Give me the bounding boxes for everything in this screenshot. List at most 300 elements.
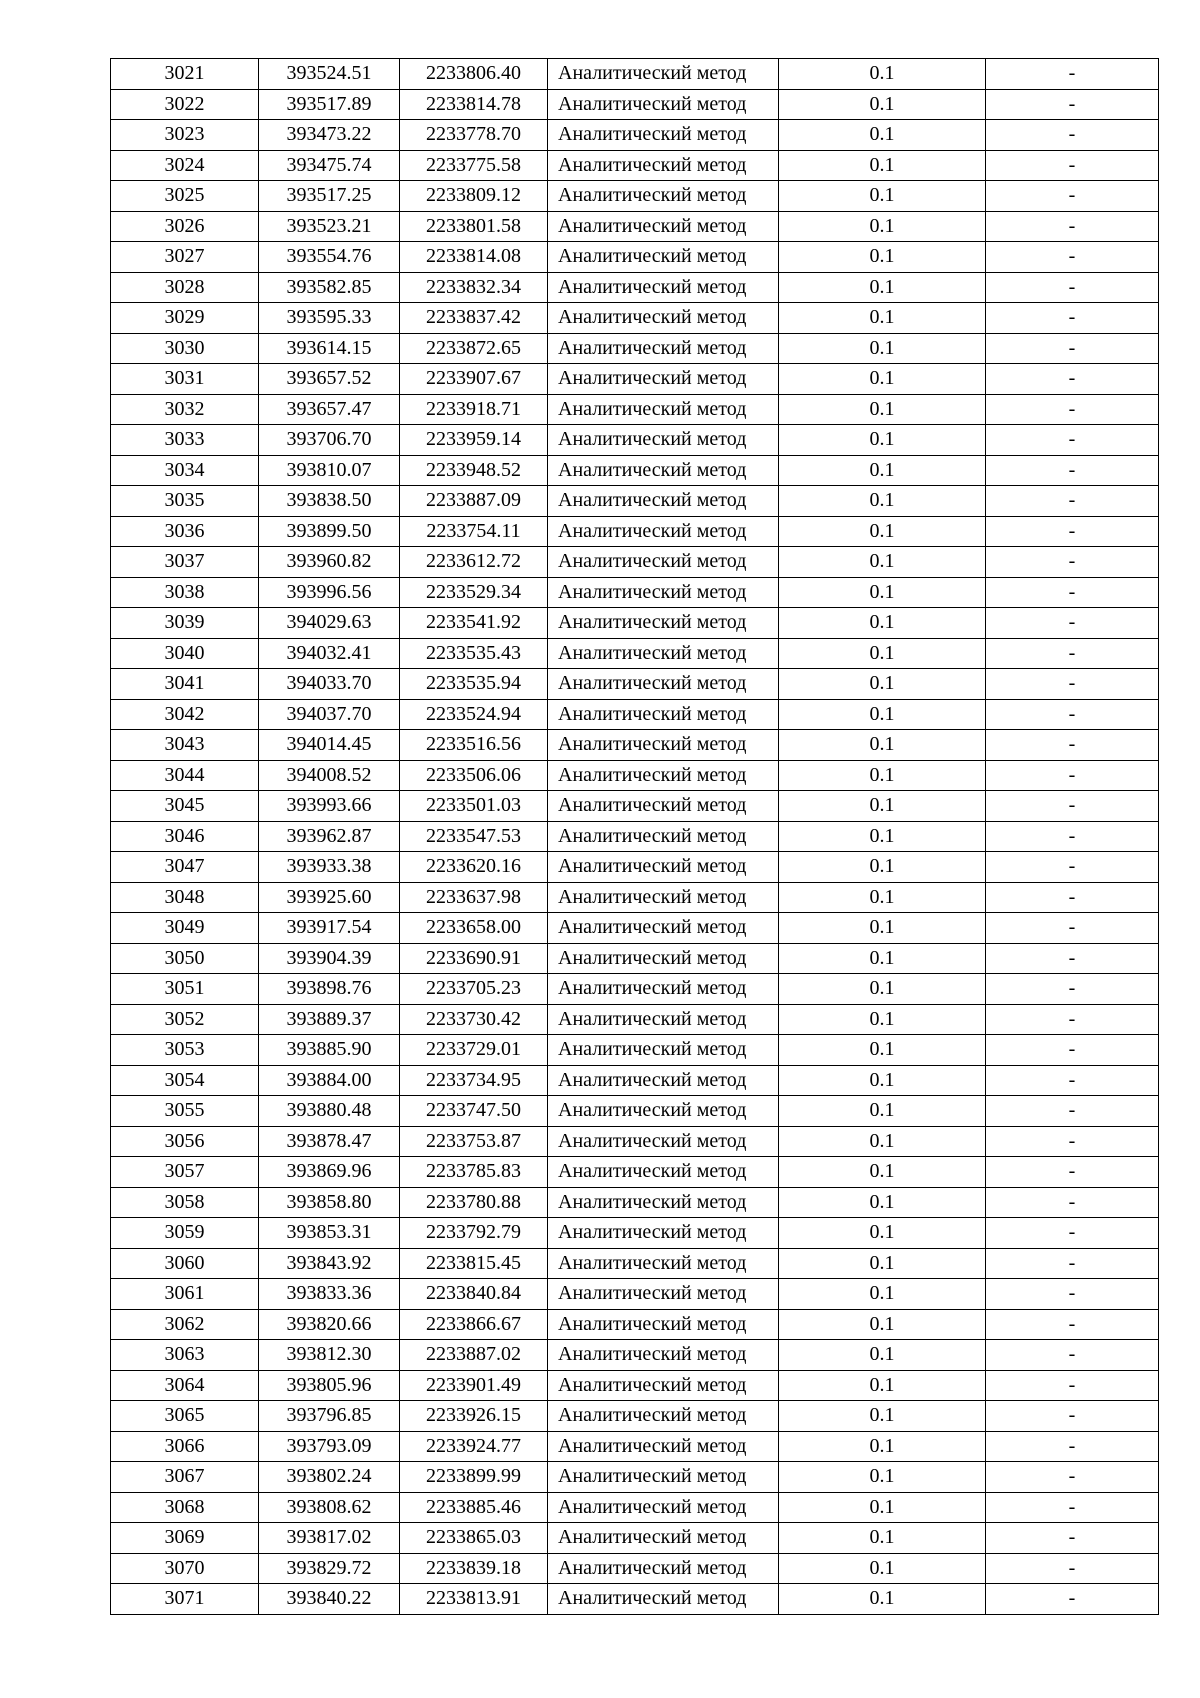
note-cell: -	[986, 913, 1159, 944]
accuracy-cell: 0.1	[779, 913, 986, 944]
y-coordinate-cell: 2233865.03	[400, 1523, 548, 1554]
x-coordinate-cell: 394032.41	[259, 638, 400, 669]
accuracy-cell: 0.1	[779, 1401, 986, 1432]
point-number-cell: 3043	[111, 730, 259, 761]
table-row	[111, 394, 1159, 425]
note-cell: -	[986, 364, 1159, 395]
note-cell: -	[986, 516, 1159, 547]
point-number-cell: 3060	[111, 1248, 259, 1279]
table-row	[111, 89, 1159, 120]
table-row	[111, 882, 1159, 913]
accuracy-cell: 0.1	[779, 120, 986, 151]
accuracy-cell: 0.1	[779, 1187, 986, 1218]
point-number-cell: 3031	[111, 364, 259, 395]
y-coordinate-cell: 2233839.18	[400, 1553, 548, 1584]
point-number-cell: 3063	[111, 1340, 259, 1371]
y-coordinate-cell: 2233785.83	[400, 1157, 548, 1188]
point-number-cell: 3049	[111, 913, 259, 944]
x-coordinate-cell: 393889.37	[259, 1004, 400, 1035]
y-coordinate-cell: 2233948.52	[400, 455, 548, 486]
point-number-cell: 3029	[111, 303, 259, 334]
y-coordinate-cell: 2233705.23	[400, 974, 548, 1005]
method-cell: Аналитический метод	[548, 1096, 779, 1127]
note-cell: -	[986, 1340, 1159, 1371]
y-coordinate-cell: 2233778.70	[400, 120, 548, 151]
accuracy-cell: 0.1	[779, 364, 986, 395]
point-number-cell: 3030	[111, 333, 259, 364]
accuracy-cell: 0.1	[779, 608, 986, 639]
accuracy-cell: 0.1	[779, 1248, 986, 1279]
accuracy-cell: 0.1	[779, 89, 986, 120]
method-cell: Аналитический метод	[548, 1492, 779, 1523]
method-cell: Аналитический метод	[548, 1523, 779, 1554]
method-cell: Аналитический метод	[548, 1157, 779, 1188]
table-row	[111, 1187, 1159, 1218]
table-row	[111, 1462, 1159, 1493]
x-coordinate-cell: 393517.25	[259, 181, 400, 212]
point-number-cell: 3053	[111, 1035, 259, 1066]
point-number-cell: 3054	[111, 1065, 259, 1096]
table-row	[111, 1553, 1159, 1584]
x-coordinate-cell: 393993.66	[259, 791, 400, 822]
point-number-cell: 3021	[111, 59, 259, 90]
point-number-cell: 3023	[111, 120, 259, 151]
x-coordinate-cell: 393996.56	[259, 577, 400, 608]
point-number-cell: 3045	[111, 791, 259, 822]
table-row	[111, 638, 1159, 669]
table-row	[111, 760, 1159, 791]
note-cell: -	[986, 1401, 1159, 1432]
point-number-cell: 3044	[111, 760, 259, 791]
y-coordinate-cell: 2233801.58	[400, 211, 548, 242]
point-number-cell: 3040	[111, 638, 259, 669]
x-coordinate-cell: 393793.09	[259, 1431, 400, 1462]
x-coordinate-cell: 394008.52	[259, 760, 400, 791]
note-cell: -	[986, 333, 1159, 364]
x-coordinate-cell: 393473.22	[259, 120, 400, 151]
point-number-cell: 3037	[111, 547, 259, 578]
point-number-cell: 3027	[111, 242, 259, 273]
accuracy-cell: 0.1	[779, 882, 986, 913]
x-coordinate-cell: 393833.36	[259, 1279, 400, 1310]
y-coordinate-cell: 2233747.50	[400, 1096, 548, 1127]
note-cell: -	[986, 1553, 1159, 1584]
accuracy-cell: 0.1	[779, 303, 986, 334]
point-number-cell: 3026	[111, 211, 259, 242]
y-coordinate-cell: 2233780.88	[400, 1187, 548, 1218]
y-coordinate-cell: 2233535.43	[400, 638, 548, 669]
point-number-cell: 3051	[111, 974, 259, 1005]
point-number-cell: 3035	[111, 486, 259, 517]
note-cell: -	[986, 638, 1159, 669]
x-coordinate-cell: 393840.22	[259, 1584, 400, 1615]
x-coordinate-cell: 393884.00	[259, 1065, 400, 1096]
accuracy-cell: 0.1	[779, 1553, 986, 1584]
note-cell: -	[986, 1004, 1159, 1035]
note-cell: -	[986, 272, 1159, 303]
table-row	[111, 303, 1159, 334]
point-number-cell: 3047	[111, 852, 259, 883]
y-coordinate-cell: 2233612.72	[400, 547, 548, 578]
y-coordinate-cell: 2233506.06	[400, 760, 548, 791]
table-row	[111, 1431, 1159, 1462]
x-coordinate-cell: 393820.66	[259, 1309, 400, 1340]
note-cell: -	[986, 211, 1159, 242]
point-number-cell: 3036	[111, 516, 259, 547]
point-number-cell: 3068	[111, 1492, 259, 1523]
method-cell: Аналитический метод	[548, 272, 779, 303]
point-number-cell: 3022	[111, 89, 259, 120]
table-row	[111, 1279, 1159, 1310]
note-cell: -	[986, 882, 1159, 913]
x-coordinate-cell: 393858.80	[259, 1187, 400, 1218]
note-cell: -	[986, 1096, 1159, 1127]
method-cell: Аналитический метод	[548, 821, 779, 852]
method-cell: Аналитический метод	[548, 181, 779, 212]
x-coordinate-cell: 393817.02	[259, 1523, 400, 1554]
y-coordinate-cell: 2233872.65	[400, 333, 548, 364]
x-coordinate-cell: 393475.74	[259, 150, 400, 181]
method-cell: Аналитический метод	[548, 852, 779, 883]
accuracy-cell: 0.1	[779, 699, 986, 730]
point-number-cell: 3057	[111, 1157, 259, 1188]
y-coordinate-cell: 2233620.16	[400, 852, 548, 883]
point-number-cell: 3028	[111, 272, 259, 303]
x-coordinate-cell: 393595.33	[259, 303, 400, 334]
y-coordinate-cell: 2233730.42	[400, 1004, 548, 1035]
x-coordinate-cell: 393898.76	[259, 974, 400, 1005]
point-number-cell: 3069	[111, 1523, 259, 1554]
method-cell: Аналитический метод	[548, 547, 779, 578]
x-coordinate-cell: 393812.30	[259, 1340, 400, 1371]
y-coordinate-cell: 2233887.02	[400, 1340, 548, 1371]
accuracy-cell: 0.1	[779, 516, 986, 547]
method-cell: Аналитический метод	[548, 89, 779, 120]
method-cell: Аналитический метод	[548, 608, 779, 639]
point-number-cell: 3058	[111, 1187, 259, 1218]
table-row	[111, 852, 1159, 883]
y-coordinate-cell: 2233729.01	[400, 1035, 548, 1066]
x-coordinate-cell: 393869.96	[259, 1157, 400, 1188]
table-row	[111, 59, 1159, 90]
x-coordinate-cell: 393960.82	[259, 547, 400, 578]
note-cell: -	[986, 1279, 1159, 1310]
table-row	[111, 1584, 1159, 1615]
method-cell: Аналитический метод	[548, 730, 779, 761]
accuracy-cell: 0.1	[779, 1584, 986, 1615]
table-row	[111, 821, 1159, 852]
table-row	[111, 547, 1159, 578]
y-coordinate-cell: 2233907.67	[400, 364, 548, 395]
note-cell: -	[986, 669, 1159, 700]
note-cell: -	[986, 150, 1159, 181]
method-cell: Аналитический метод	[548, 1218, 779, 1249]
method-cell: Аналитический метод	[548, 211, 779, 242]
note-cell: -	[986, 394, 1159, 425]
table-row	[111, 669, 1159, 700]
accuracy-cell: 0.1	[779, 1157, 986, 1188]
table-row	[111, 1218, 1159, 1249]
y-coordinate-cell: 2233809.12	[400, 181, 548, 212]
note-cell: -	[986, 1370, 1159, 1401]
table-row	[111, 181, 1159, 212]
method-cell: Аналитический метод	[548, 1553, 779, 1584]
note-cell: -	[986, 1035, 1159, 1066]
point-number-cell: 3059	[111, 1218, 259, 1249]
y-coordinate-cell: 2233840.84	[400, 1279, 548, 1310]
method-cell: Аналитический метод	[548, 1004, 779, 1035]
coordinates-table-body	[111, 59, 1159, 1615]
method-cell: Аналитический метод	[548, 577, 779, 608]
accuracy-cell: 0.1	[779, 974, 986, 1005]
method-cell: Аналитический метод	[548, 1035, 779, 1066]
note-cell: -	[986, 1584, 1159, 1615]
y-coordinate-cell: 2233813.91	[400, 1584, 548, 1615]
table-row	[111, 150, 1159, 181]
accuracy-cell: 0.1	[779, 394, 986, 425]
accuracy-cell: 0.1	[779, 59, 986, 90]
table-row	[111, 425, 1159, 456]
accuracy-cell: 0.1	[779, 791, 986, 822]
note-cell: -	[986, 486, 1159, 517]
y-coordinate-cell: 2233547.53	[400, 821, 548, 852]
x-coordinate-cell: 393917.54	[259, 913, 400, 944]
y-coordinate-cell: 2233690.91	[400, 943, 548, 974]
note-cell: -	[986, 1126, 1159, 1157]
accuracy-cell: 0.1	[779, 1218, 986, 1249]
table-row	[111, 272, 1159, 303]
accuracy-cell: 0.1	[779, 1523, 986, 1554]
table-row	[111, 1309, 1159, 1340]
table-row	[111, 974, 1159, 1005]
point-number-cell: 3041	[111, 669, 259, 700]
note-cell: -	[986, 89, 1159, 120]
coordinates-table	[110, 58, 1159, 1615]
note-cell: -	[986, 974, 1159, 1005]
y-coordinate-cell: 2233815.45	[400, 1248, 548, 1279]
y-coordinate-cell: 2233792.79	[400, 1218, 548, 1249]
y-coordinate-cell: 2233501.03	[400, 791, 548, 822]
y-coordinate-cell: 2233924.77	[400, 1431, 548, 1462]
x-coordinate-cell: 393657.52	[259, 364, 400, 395]
accuracy-cell: 0.1	[779, 669, 986, 700]
x-coordinate-cell: 393853.31	[259, 1218, 400, 1249]
accuracy-cell: 0.1	[779, 943, 986, 974]
table-row	[111, 913, 1159, 944]
x-coordinate-cell: 394037.70	[259, 699, 400, 730]
note-cell: -	[986, 1431, 1159, 1462]
table-row	[111, 1035, 1159, 1066]
note-cell: -	[986, 1157, 1159, 1188]
note-cell: -	[986, 608, 1159, 639]
y-coordinate-cell: 2233806.40	[400, 59, 548, 90]
note-cell: -	[986, 1309, 1159, 1340]
x-coordinate-cell: 393657.47	[259, 394, 400, 425]
accuracy-cell: 0.1	[779, 455, 986, 486]
x-coordinate-cell: 393796.85	[259, 1401, 400, 1432]
y-coordinate-cell: 2233753.87	[400, 1126, 548, 1157]
accuracy-cell: 0.1	[779, 1431, 986, 1462]
point-number-cell: 3064	[111, 1370, 259, 1401]
accuracy-cell: 0.1	[779, 577, 986, 608]
point-number-cell: 3052	[111, 1004, 259, 1035]
table-row	[111, 1523, 1159, 1554]
x-coordinate-cell: 393885.90	[259, 1035, 400, 1066]
note-cell: -	[986, 1187, 1159, 1218]
note-cell: -	[986, 303, 1159, 334]
method-cell: Аналитический метод	[548, 1431, 779, 1462]
point-number-cell: 3039	[111, 608, 259, 639]
accuracy-cell: 0.1	[779, 425, 986, 456]
accuracy-cell: 0.1	[779, 1035, 986, 1066]
note-cell: -	[986, 821, 1159, 852]
method-cell: Аналитический метод	[548, 760, 779, 791]
method-cell: Аналитический метод	[548, 303, 779, 334]
note-cell: -	[986, 1218, 1159, 1249]
method-cell: Аналитический метод	[548, 699, 779, 730]
y-coordinate-cell: 2233535.94	[400, 669, 548, 700]
table-row	[111, 211, 1159, 242]
accuracy-cell: 0.1	[779, 181, 986, 212]
note-cell: -	[986, 791, 1159, 822]
method-cell: Аналитический метод	[548, 1370, 779, 1401]
method-cell: Аналитический метод	[548, 1248, 779, 1279]
note-cell: -	[986, 1462, 1159, 1493]
accuracy-cell: 0.1	[779, 333, 986, 364]
x-coordinate-cell: 393962.87	[259, 821, 400, 852]
method-cell: Аналитический метод	[548, 120, 779, 151]
accuracy-cell: 0.1	[779, 150, 986, 181]
y-coordinate-cell: 2233887.09	[400, 486, 548, 517]
note-cell: -	[986, 455, 1159, 486]
point-number-cell: 3066	[111, 1431, 259, 1462]
accuracy-cell: 0.1	[779, 211, 986, 242]
method-cell: Аналитический метод	[548, 913, 779, 944]
table-row	[111, 455, 1159, 486]
method-cell: Аналитический метод	[548, 394, 779, 425]
y-coordinate-cell: 2233832.34	[400, 272, 548, 303]
point-number-cell: 3055	[111, 1096, 259, 1127]
table-row	[111, 1370, 1159, 1401]
x-coordinate-cell: 393802.24	[259, 1462, 400, 1493]
accuracy-cell: 0.1	[779, 1065, 986, 1096]
method-cell: Аналитический метод	[548, 1462, 779, 1493]
point-number-cell: 3042	[111, 699, 259, 730]
table-row	[111, 333, 1159, 364]
y-coordinate-cell: 2233959.14	[400, 425, 548, 456]
table-row	[111, 699, 1159, 730]
note-cell: -	[986, 181, 1159, 212]
x-coordinate-cell: 393614.15	[259, 333, 400, 364]
x-coordinate-cell: 393554.76	[259, 242, 400, 273]
x-coordinate-cell: 393582.85	[259, 272, 400, 303]
method-cell: Аналитический метод	[548, 1279, 779, 1310]
note-cell: -	[986, 120, 1159, 151]
method-cell: Аналитический метод	[548, 943, 779, 974]
point-number-cell: 3070	[111, 1553, 259, 1584]
accuracy-cell: 0.1	[779, 1340, 986, 1371]
x-coordinate-cell: 393524.51	[259, 59, 400, 90]
method-cell: Аналитический метод	[548, 1065, 779, 1096]
accuracy-cell: 0.1	[779, 1126, 986, 1157]
accuracy-cell: 0.1	[779, 1096, 986, 1127]
method-cell: Аналитический метод	[548, 150, 779, 181]
y-coordinate-cell: 2233529.34	[400, 577, 548, 608]
note-cell: -	[986, 943, 1159, 974]
note-cell: -	[986, 1065, 1159, 1096]
table-row	[111, 1004, 1159, 1035]
x-coordinate-cell: 394029.63	[259, 608, 400, 639]
x-coordinate-cell: 393880.48	[259, 1096, 400, 1127]
table-row	[111, 943, 1159, 974]
x-coordinate-cell: 393843.92	[259, 1248, 400, 1279]
table-row	[111, 1248, 1159, 1279]
note-cell: -	[986, 242, 1159, 273]
x-coordinate-cell: 393933.38	[259, 852, 400, 883]
table-row	[111, 516, 1159, 547]
accuracy-cell: 0.1	[779, 1462, 986, 1493]
point-number-cell: 3034	[111, 455, 259, 486]
table-row	[111, 486, 1159, 517]
method-cell: Аналитический метод	[548, 638, 779, 669]
table-row	[111, 1096, 1159, 1127]
note-cell: -	[986, 760, 1159, 791]
accuracy-cell: 0.1	[779, 486, 986, 517]
note-cell: -	[986, 730, 1159, 761]
method-cell: Аналитический метод	[548, 516, 779, 547]
table-row	[111, 120, 1159, 151]
table-row	[111, 1401, 1159, 1432]
accuracy-cell: 0.1	[779, 1370, 986, 1401]
x-coordinate-cell: 393925.60	[259, 882, 400, 913]
method-cell: Аналитический метод	[548, 974, 779, 1005]
point-number-cell: 3032	[111, 394, 259, 425]
method-cell: Аналитический метод	[548, 1401, 779, 1432]
table-row	[111, 1065, 1159, 1096]
y-coordinate-cell: 2233516.56	[400, 730, 548, 761]
y-coordinate-cell: 2233918.71	[400, 394, 548, 425]
accuracy-cell: 0.1	[779, 242, 986, 273]
x-coordinate-cell: 393706.70	[259, 425, 400, 456]
y-coordinate-cell: 2233814.78	[400, 89, 548, 120]
note-cell: -	[986, 577, 1159, 608]
accuracy-cell: 0.1	[779, 1492, 986, 1523]
accuracy-cell: 0.1	[779, 638, 986, 669]
table-row	[111, 608, 1159, 639]
point-number-cell: 3067	[111, 1462, 259, 1493]
point-number-cell: 3071	[111, 1584, 259, 1615]
x-coordinate-cell: 393808.62	[259, 1492, 400, 1523]
point-number-cell: 3048	[111, 882, 259, 913]
note-cell: -	[986, 852, 1159, 883]
y-coordinate-cell: 2233541.92	[400, 608, 548, 639]
point-number-cell: 3061	[111, 1279, 259, 1310]
table-row	[111, 791, 1159, 822]
table-row	[111, 364, 1159, 395]
x-coordinate-cell: 393523.21	[259, 211, 400, 242]
method-cell: Аналитический метод	[548, 669, 779, 700]
y-coordinate-cell: 2233658.00	[400, 913, 548, 944]
x-coordinate-cell: 394014.45	[259, 730, 400, 761]
point-number-cell: 3024	[111, 150, 259, 181]
y-coordinate-cell: 2233926.15	[400, 1401, 548, 1432]
y-coordinate-cell: 2233901.49	[400, 1370, 548, 1401]
x-coordinate-cell: 393838.50	[259, 486, 400, 517]
accuracy-cell: 0.1	[779, 730, 986, 761]
x-coordinate-cell: 393829.72	[259, 1553, 400, 1584]
note-cell: -	[986, 425, 1159, 456]
point-number-cell: 3025	[111, 181, 259, 212]
